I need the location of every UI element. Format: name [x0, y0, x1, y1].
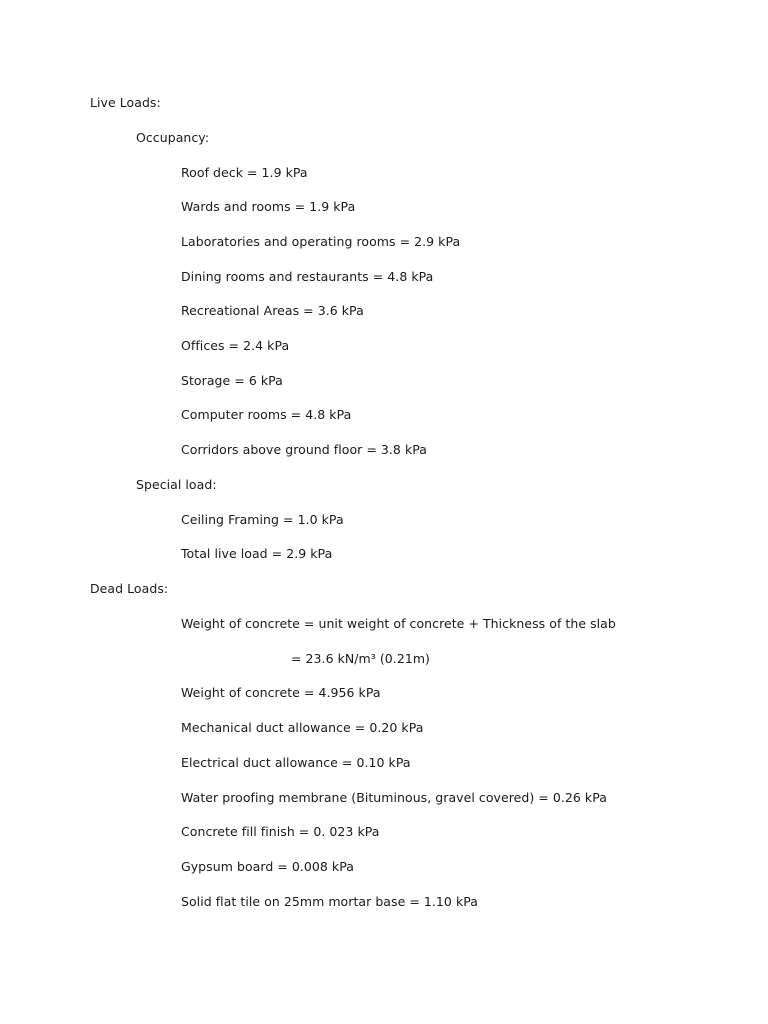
occupancy-item-offices: Offices = 2.4 kPa — [181, 338, 290, 353]
dead-loads-heading: Dead Loads: — [90, 581, 169, 596]
occupancy-item-wards-rooms: Wards and rooms = 1.9 kPa — [181, 199, 356, 214]
occupancy-item-corridors: Corridors above ground floor = 3.8 kPa — [181, 442, 427, 457]
special-load-item-total-live-load: Total live load = 2.9 kPa — [181, 546, 333, 561]
special-load-heading: Special load: — [136, 477, 217, 492]
concrete-weight-substitution: = 23.6 kN/m³ (0.21m) — [291, 651, 430, 666]
occupancy-item-dining-rooms: Dining rooms and restaurants = 4.8 kPa — [181, 269, 434, 284]
occupancy-item-computer-rooms: Computer rooms = 4.8 kPa — [181, 407, 352, 422]
concrete-weight-formula: Weight of concrete = unit weight of concrete + Thickness of the slab — [181, 616, 616, 631]
occupancy-item-storage: Storage = 6 kPa — [181, 373, 283, 388]
occupancy-heading: Occupancy: — [136, 130, 210, 145]
dead-load-item-solid-flat-tile: Solid flat tile on 25mm mortar base = 1.10 kPa — [181, 894, 478, 909]
occupancy-item-laboratories: Laboratories and operating rooms = 2.9 kPa — [181, 234, 461, 249]
dead-load-item-concrete-fill: Concrete fill finish = 0. 023 kPa — [181, 824, 380, 839]
occupancy-item-roof-deck: Roof deck = 1.9 kPa — [181, 165, 308, 180]
dead-load-item-gypsum-board: Gypsum board = 0.008 kPa — [181, 859, 354, 874]
dead-load-item-weight-of-concrete: Weight of concrete = 4.956 kPa — [181, 685, 381, 700]
dead-load-item-electrical-duct: Electrical duct allowance = 0.10 kPa — [181, 755, 411, 770]
dead-load-item-mechanical-duct: Mechanical duct allowance = 0.20 kPa — [181, 720, 424, 735]
live-loads-heading: Live Loads: — [90, 95, 161, 110]
dead-load-item-water-proofing: Water proofing membrane (Bituminous, gravel covered) = 0.26 kPa — [181, 790, 607, 805]
occupancy-item-recreational-areas: Recreational Areas = 3.6 kPa — [181, 303, 364, 318]
special-load-item-ceiling-framing: Ceiling Framing = 1.0 kPa — [181, 512, 344, 527]
